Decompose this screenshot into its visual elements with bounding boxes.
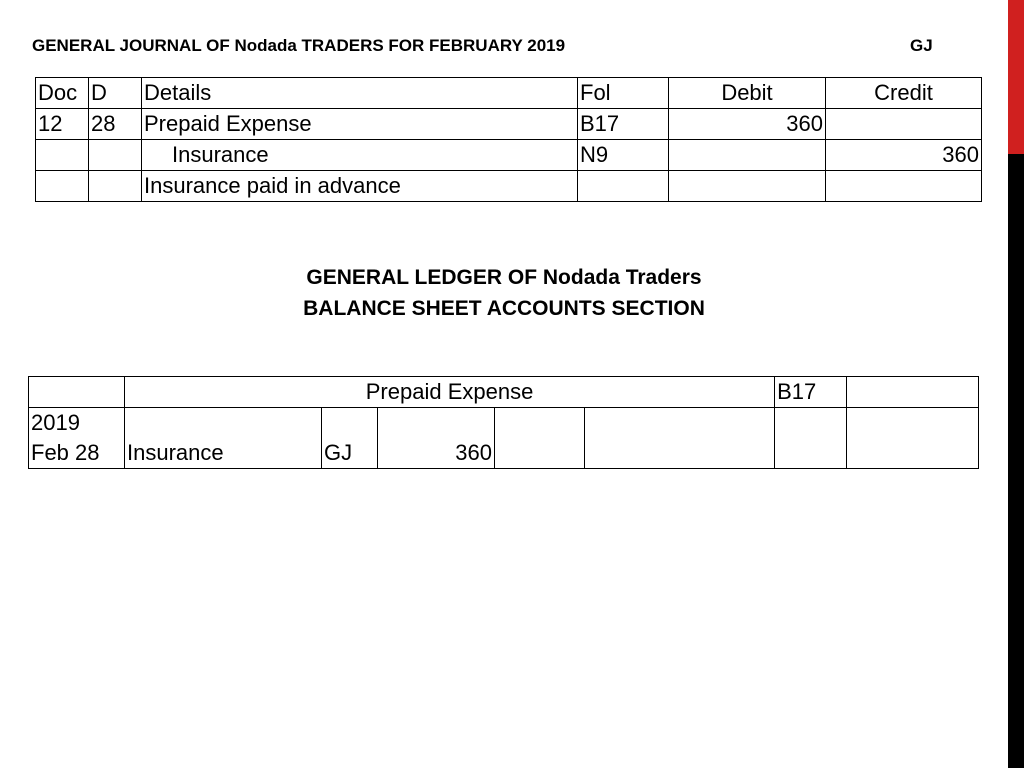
ledger-entry-date: [29, 408, 125, 469]
cell-d: [89, 171, 142, 202]
cell-debit: [669, 171, 826, 202]
ledger-entry-amount: 360: [378, 408, 495, 469]
journal-code: GJ: [910, 36, 933, 55]
header-details: Details: [142, 78, 578, 109]
cell-details: Insurance paid in advance: [142, 171, 578, 202]
side-accent-black: [1008, 154, 1024, 768]
cell-details: Insurance: [142, 140, 578, 171]
cell-fol: B17: [578, 109, 669, 140]
ledger-account-code: B17: [775, 377, 847, 408]
cell-fol: N9: [578, 140, 669, 171]
ledger-heading-line1: GENERAL LEDGER OF Nodada Traders: [306, 266, 702, 289]
table-row: [36, 109, 982, 140]
cell-d: 28: [89, 109, 142, 140]
cell-debit: 360: [669, 109, 826, 140]
cell-doc: 12: [36, 109, 89, 140]
cell-doc: [36, 171, 89, 202]
general-journal-table: [35, 77, 982, 202]
ledger-account-table: [28, 376, 979, 469]
table-row: [36, 140, 982, 171]
ledger-credit-details: [585, 408, 775, 469]
ledger-heading-line2: BALANCE SHEET ACCOUNTS SECTION: [303, 297, 705, 320]
cell-doc: [36, 140, 89, 171]
cell-details: Prepaid Expense: [142, 109, 578, 140]
ledger-account-name: Prepaid Expense: [125, 377, 775, 408]
ledger-header-date: [29, 377, 125, 408]
ledger-entry-year: 2019: [31, 410, 80, 435]
header-debit: Debit: [669, 78, 826, 109]
cell-credit: [826, 109, 982, 140]
journal-title: GENERAL JOURNAL OF Nodada TRADERS FOR FEBRUARY 2019: [32, 36, 566, 55]
header-fol: Fol: [578, 78, 669, 109]
cell-credit: [826, 171, 982, 202]
ledger-credit-date: [495, 408, 585, 469]
table-row: [36, 171, 982, 202]
table-row: [29, 408, 979, 469]
ledger-credit-amount: [847, 408, 979, 469]
header-d: D: [89, 78, 142, 109]
header-credit: Credit: [826, 78, 982, 109]
ledger-header-row: [29, 377, 979, 408]
ledger-entry-details: Insurance: [125, 408, 322, 469]
ledger-header-blank: [847, 377, 979, 408]
cell-d: [89, 140, 142, 171]
ledger-credit-fol: [775, 408, 847, 469]
header-doc: Doc: [36, 78, 89, 109]
journal-header-row: [36, 78, 982, 109]
cell-fol: [578, 171, 669, 202]
cell-debit: [669, 140, 826, 171]
cell-credit: 360: [826, 140, 982, 171]
ledger-entry-day: Feb 28: [31, 440, 100, 465]
ledger-entry-fol: GJ: [322, 408, 378, 469]
side-accent-red: [1008, 0, 1024, 154]
